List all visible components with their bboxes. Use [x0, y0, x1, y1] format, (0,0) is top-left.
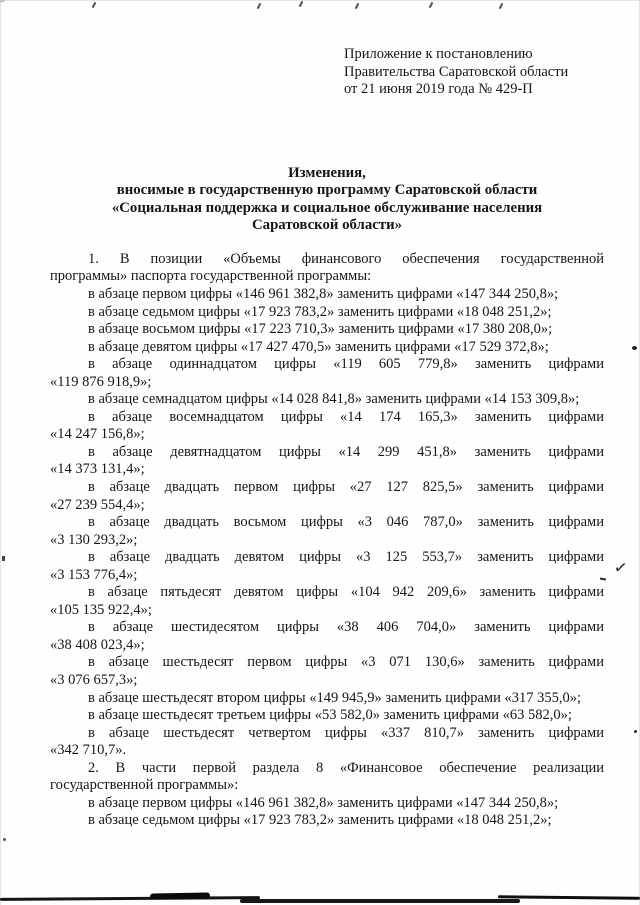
paragraph-line: государственной программы»:: [50, 777, 239, 794]
paragraph-line: в абзаце двадцать первом цифры «27 127 825,5» заменить цифрами: [88, 478, 604, 495]
paragraph-line: в абзаце шестьдесят четвертом цифры «337 810,7» заменить цифрами: [88, 724, 604, 741]
paragraph: [50, 321, 604, 339]
paragraph: [50, 690, 604, 708]
paragraph-line: в абзаце седьмом цифры «17 923 783,2» заменить цифрами «18 048 251,2»;: [88, 812, 552, 829]
paragraph: [50, 707, 604, 725]
paragraph-line: в абзаце восемнадцатом цифры «14 174 165,3» заменить цифрами: [88, 408, 604, 425]
paragraph-line: в абзаце седьмом цифры «17 923 783,2» заменить цифрами «18 048 251,2»;: [88, 303, 552, 320]
paragraph: [50, 549, 604, 584]
paragraph-line: 1. В позиции «Объемы финансового обеспечения государственной: [88, 250, 604, 267]
paragraph-line: «119 876 918,9»;: [50, 373, 152, 390]
scan-artifact-dot: [3, 838, 6, 841]
paragraph-line: в абзаце шестьдесят первом цифры «3 071 130,6» заменить цифрами: [88, 654, 604, 671]
document-header: [344, 46, 568, 99]
paragraph-line: в абзаце двадцать восьмом цифры «3 046 787,0» заменить цифрами: [88, 514, 604, 531]
paragraph-line: в абзаце шестидесятом цифры «38 406 704,0» заменить цифрами: [88, 619, 604, 636]
scan-artifact-dot: [632, 346, 637, 350]
document-body: [50, 251, 604, 830]
title-line-2: вносимые в государственную программу Саратовской области: [116, 182, 538, 199]
paragraph: [50, 725, 604, 760]
paragraph: [50, 356, 604, 391]
scan-artifact-bottom-blob: [150, 892, 210, 899]
paragraph-line: в абзаце одиннадцатом цифры «119 605 779,8» заменить цифрами: [88, 356, 604, 373]
paragraph-line: в абзаце девятом цифры «17 427 470,5» заменить цифрами «17 529 372,8»;: [88, 338, 549, 355]
paragraph-line: «105 135 922,4»;: [50, 601, 152, 618]
paragraph-line: «342 710,7».: [50, 742, 127, 759]
header-line-2: Правительства Саратовской области: [344, 63, 569, 80]
paragraph-line: «27 239 554,4»;: [50, 496, 145, 513]
paragraph-line: в абзаце восьмом цифры «17 223 710,3» заменить цифрами «17 380 208,0»;: [88, 321, 553, 338]
document-title: [50, 165, 604, 235]
scan-artifact-top-edge: [0, 0, 640, 1]
header-line-3: от 21 июня 2019 года № 429-П: [344, 81, 533, 97]
title-line-1: Изменения,: [288, 164, 366, 181]
paragraph-line: в абзаце девятнадцатом цифры «14 299 451,8» заменить цифрами: [88, 443, 604, 460]
header-line-1: Приложение к постановлению: [344, 46, 533, 62]
paragraph: [50, 251, 604, 286]
paragraph-line: «3 153 776,4»;: [50, 566, 138, 583]
scan-artifact-checkmark: ✓: [612, 557, 629, 578]
paragraph-line: в абзаце пятьдесят девятом цифры «104 942 209,6» заменить цифрами: [88, 584, 604, 601]
paragraph: [50, 812, 604, 830]
scan-artifact-left-edge: [0, 0, 1, 905]
paragraph: [50, 760, 604, 795]
paragraph: [50, 409, 604, 444]
paragraph-line: в абзаце семнадцатом цифры «14 028 841,8» заменить цифрами «14 153 309,8»;: [88, 391, 580, 408]
paragraph: [50, 444, 604, 479]
paragraph-line: в абзаце первом цифры «146 961 382,8» заменить цифрами «147 344 250,8»;: [88, 794, 559, 811]
paragraph: [50, 584, 604, 619]
paragraph: [50, 286, 604, 304]
paragraph-line: «14 373 131,4»;: [50, 461, 145, 478]
paragraph-line: в абзаце шестьдесят третьем цифры «53 582,0» заменить цифрами «63 582,0»;: [88, 707, 572, 724]
paragraph: [50, 304, 604, 322]
paragraph-line: в абзаце шестьдесят втором цифры «149 945,9» заменить цифрами «317 355,0»;: [88, 689, 581, 706]
paragraph-line: «3 130 293,2»;: [50, 531, 138, 548]
title-line-3: «Социальная поддержка и социальное обслуживание населения: [111, 199, 543, 216]
paragraph: [50, 795, 604, 813]
scan-artifact-dot: [2, 556, 5, 561]
paragraph: [50, 479, 604, 514]
paragraph-line: «3 076 657,3»;: [50, 672, 138, 688]
paragraph-line: «14 247 156,8»;: [50, 426, 145, 443]
paragraph-line: «38 408 023,4»;: [50, 636, 145, 653]
paragraph-line: 2. В части первой раздела 8 «Финансовое обеспечение реализации: [88, 759, 604, 776]
paragraph: [50, 391, 604, 409]
paragraph: [50, 654, 604, 689]
scan-artifact-bottom-line: [240, 899, 520, 903]
paragraph-line: в абзаце первом цифры «146 961 382,8» заменить цифрами «147 344 250,8»;: [88, 285, 559, 302]
title-line-4: Саратовской области»: [251, 217, 402, 234]
paragraph: [50, 339, 604, 357]
scan-artifact-dot: [634, 730, 637, 733]
paragraph-line: в абзаце двадцать девятом цифры «3 125 553,7» заменить цифрами: [88, 549, 604, 566]
paragraph-line: программы» паспорта государственной программы:: [50, 268, 372, 285]
paragraph: [50, 619, 604, 654]
paragraph: [50, 514, 604, 549]
